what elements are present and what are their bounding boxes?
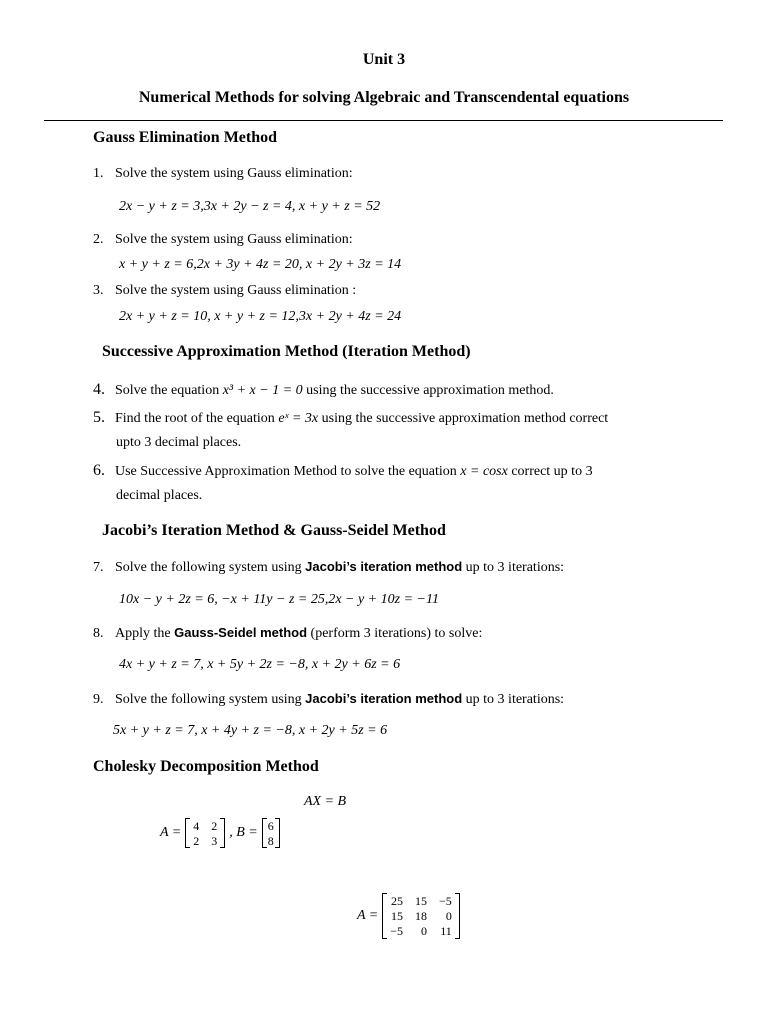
question-text: correct up to 3 (507, 464, 593, 479)
question-number: 6. (93, 462, 105, 479)
question-text: (perform 3 iterations) to solve: (307, 626, 483, 641)
equation-9: 5x + y + z = 7, x + 4y + z = −8, x + 2y + 5z = 6 (113, 723, 388, 738)
question-1 (93, 166, 353, 182)
matrix-b-2x1 (262, 818, 280, 848)
method-name: Jacobi’s iteration method (305, 559, 463, 574)
document-title: Numerical Methods for solving Algebraic and Transcendental equations (138, 89, 630, 106)
matrix-cell: 4 (193, 818, 200, 833)
question-number: 1. (93, 166, 104, 181)
matrix-cells (387, 894, 455, 938)
matrix-b-label: , B = (229, 825, 258, 840)
bracket-right (275, 818, 280, 848)
question-3 (93, 283, 356, 299)
question-text: Apply the (115, 626, 175, 641)
equation-2: x + y + z = 6,2x + 3y + 4z = 20, x + 2y + 3z = 14 (119, 257, 402, 272)
bracket-right (220, 818, 225, 848)
question-math: eˣ = 3x (278, 411, 319, 426)
question-text: Use Successive Approximation Method to solve the equation (115, 464, 461, 479)
matrix-cell: 8 (267, 833, 274, 848)
matrix-cell: 15 (391, 909, 404, 923)
matrix-cell: 15 (415, 894, 428, 908)
question-text: up to 3 iterations: (462, 692, 565, 707)
question-text: using the successive approximation method correct (318, 411, 609, 426)
section-title-successive: Successive Approximation Method (Iteration Method) (102, 343, 471, 360)
equation-3: 2x + y + z = 10, x + y + z = 12,3x + 2y + 4z = 24 (119, 309, 402, 324)
question-text: Solve the system using Gauss elimination: (115, 166, 353, 181)
question-7 (93, 559, 564, 576)
cholesky-second-system (357, 893, 460, 939)
matrix-cell: 2 (211, 818, 218, 833)
question-text: Solve the system using Gauss elimination : (115, 283, 357, 298)
method-name: Gauss-Seidel method (174, 625, 308, 640)
matrix-cell: 0 (445, 909, 452, 923)
question-9 (93, 691, 564, 708)
matrix-cell: 18 (415, 909, 428, 923)
matrix-a-2x2 (185, 818, 225, 848)
cholesky-equation: AX = B (304, 794, 347, 809)
question-2 (93, 232, 353, 248)
matrix-a-label: A = (160, 825, 182, 840)
question-text: Solve the following system using (115, 692, 306, 707)
question-6 (93, 462, 593, 480)
question-number: 3. (93, 283, 104, 298)
equation-1: 2x − y + z = 3,3x + 2y − z = 4, x + y + z = 52 (119, 199, 381, 214)
question-text: using the successive approximation method. (302, 383, 554, 398)
question-5-continued: upto 3 decimal places. (116, 435, 242, 450)
question-6-continued: decimal places. (116, 488, 203, 503)
equation-7: 10x − y + 2z = 6, −x + 11y − z = 25,2x − y + 10z = −11 (119, 592, 439, 607)
question-text: up to 3 iterations: (462, 560, 565, 575)
matrix-cell: 25 (391, 894, 404, 908)
question-number: 2. (93, 232, 104, 247)
matrix-cell: 11 (440, 924, 452, 938)
unit-heading: Unit 3 (362, 51, 406, 68)
matrix-cell: 3 (211, 833, 218, 848)
question-number: 4. (93, 381, 105, 398)
question-number: 8. (93, 626, 104, 641)
question-5 (93, 409, 608, 427)
matrix-cell: −5 (390, 924, 404, 938)
matrix-a-label: A = (357, 908, 379, 923)
question-8 (93, 625, 482, 642)
question-4 (93, 381, 554, 399)
matrix-cell: 6 (267, 818, 274, 833)
question-number: 7. (93, 560, 104, 575)
question-math: x³ + x − 1 = 0 (222, 383, 303, 398)
question-text: Solve the following system using (115, 560, 306, 575)
question-text: Find the root of the equation (115, 411, 279, 426)
question-number: 5. (93, 409, 105, 426)
matrix-cell: 0 (421, 924, 428, 938)
matrix-cell: 2 (193, 833, 200, 848)
matrix-a-3x3 (382, 893, 460, 939)
bracket-right (455, 893, 460, 939)
equation-8: 4x + y + z = 7, x + 5y + 2z = −8, x + 2y + 6z = 6 (119, 657, 401, 672)
matrix-cells (267, 819, 275, 848)
question-number: 9. (93, 692, 104, 707)
section-title-gauss: Gauss Elimination Method (93, 129, 278, 146)
method-name: Jacobi’s iteration method (305, 691, 463, 706)
question-text: Solve the system using Gauss elimination: (115, 232, 353, 247)
matrix-cells (190, 819, 220, 848)
matrix-cell: −5 (439, 894, 452, 908)
section-title-jacobi: Jacobi’s Iteration Method & Gauss-Seidel Method (102, 522, 446, 539)
cholesky-first-system (160, 818, 280, 848)
question-math: x = cosx (460, 464, 508, 479)
question-text: Solve the equation (115, 383, 223, 398)
title-divider (44, 120, 723, 121)
section-title-cholesky: Cholesky Decomposition Method (93, 758, 319, 775)
